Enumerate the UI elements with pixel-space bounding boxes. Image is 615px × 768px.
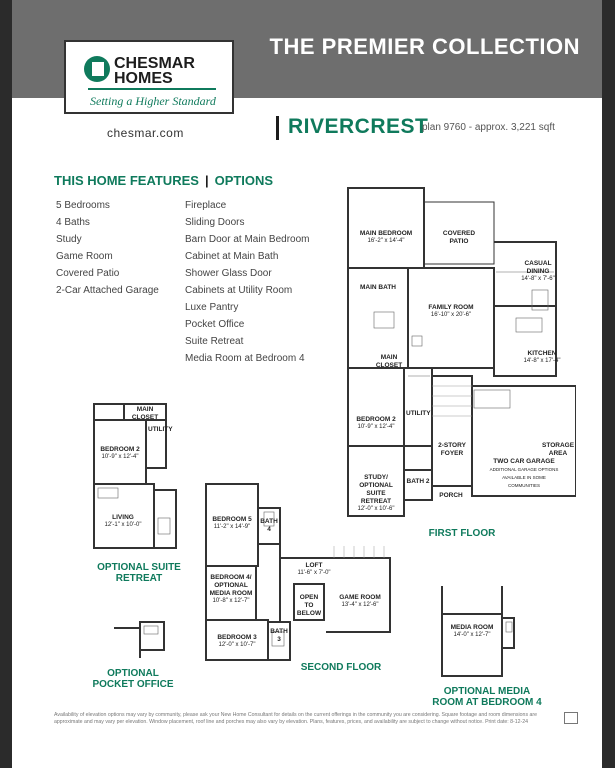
room-bath-2: BATH 2 xyxy=(406,478,430,485)
room-bath-4: BATH 4 xyxy=(260,518,278,533)
list-item: Media Room at Bedroom 4 xyxy=(185,353,305,364)
options-title: OPTIONS xyxy=(214,173,274,188)
second-floor-caption: SECOND FLOOR xyxy=(300,662,382,673)
pocket-office-plan xyxy=(112,620,172,660)
room-porch: PORCH xyxy=(439,492,463,499)
logo-divider xyxy=(88,88,216,90)
chesmar-logo[interactable] xyxy=(64,40,234,114)
logo-tagline: Setting a Higher Standard xyxy=(90,94,216,108)
room-main-bedroom: MAIN BEDROOM 16'-2" x 14'-4" xyxy=(359,230,413,244)
room-main-closet: MAIN CLOSET xyxy=(131,406,159,421)
title-divider xyxy=(276,116,279,140)
logo-name: CHESMAR HOMES xyxy=(114,55,195,87)
room-utility: UTILITY xyxy=(406,410,431,417)
list-item: 2-Car Attached Garage xyxy=(56,285,159,296)
features-list xyxy=(56,197,159,299)
room-main-bath: MAIN BATH xyxy=(360,284,396,291)
list-item: Game Room xyxy=(56,251,113,262)
disclaimer-text: Availability of elevation options may vary by community, please ask your New Home Consultant for details on the current offerings in the community you are considering. Square footage and room dimensions are approximate and may vary per elevation. Window placement, roof line and porches may also vary by elevation. Plans, features, prices, and availability are subject to change without notice. Print date: 8-12-24 xyxy=(54,712,537,725)
list-item: 5 Bedrooms xyxy=(56,200,110,211)
room-foyer: 2-STORY FOYER xyxy=(438,442,466,457)
features-heading: THIS HOME FEATURES | OPTIONS xyxy=(54,173,274,188)
list-item: Cabinets at Utility Room xyxy=(185,285,293,296)
room-open-below: OPEN TO BELOW xyxy=(296,594,322,617)
list-item: Pocket Office xyxy=(185,319,245,330)
logo-mark-icon xyxy=(84,56,110,82)
room-bedroom-2: BEDROOM 2 10'-9" x 12'-4" xyxy=(356,416,396,430)
room-bedroom-3: BEDROOM 3 12'-0" x 10'-7" xyxy=(217,634,257,648)
suite-retreat-caption: OPTIONAL SUITE RETREAT xyxy=(97,562,181,584)
media-room-plan xyxy=(440,584,520,680)
room-bedroom-2: BEDROOM 2 10'-9" x 12'-4" xyxy=(100,446,140,460)
room-kitchen: KITCHEN 14'-8" x 17'-4" xyxy=(523,350,561,364)
room-bath-3: BATH 3 xyxy=(270,628,288,643)
room-main-closet: MAIN CLOSET xyxy=(375,354,403,369)
first-floor-caption: FIRST FLOOR xyxy=(428,528,496,539)
room-garage: TWO CAR GARAGE ADDITIONAL GARAGE OPTIONS AVAILABLE IN SOME COMMUNITIES xyxy=(489,458,559,488)
room-casual-dining: CASUAL DINING 14'-8" x 7'-6" xyxy=(521,260,555,282)
collection-title: THE PREMIER COLLECTION xyxy=(269,34,580,59)
room-storage: STORAGE AREA xyxy=(542,442,575,457)
list-item: Sliding Doors xyxy=(185,217,245,228)
plan-meta: plan 9760 - approx. 3,221 sqft xyxy=(422,122,555,133)
list-item: Suite Retreat xyxy=(185,336,244,347)
plan-name: RIVERCREST xyxy=(288,115,429,138)
room-media-room: MEDIA ROOM 14'-0" x 12'-7" xyxy=(450,624,494,638)
list-item: 4 Baths xyxy=(56,217,90,228)
list-item: Shower Glass Door xyxy=(185,268,272,279)
pocket-office-drawing xyxy=(112,620,172,660)
list-item: Study xyxy=(56,234,82,245)
room-bedroom-5: BEDROOM 5 11'-2" x 14'-9" xyxy=(212,516,252,530)
pocket-office-caption: OPTIONAL POCKET OFFICE xyxy=(92,668,174,690)
room-utility: UTILITY xyxy=(148,426,173,433)
second-floor-plan xyxy=(204,482,394,662)
list-item: Barn Door at Main Bedroom xyxy=(185,234,310,245)
first-floor-plan xyxy=(346,186,576,520)
equal-housing-icon xyxy=(564,712,578,724)
list-item: Covered Patio xyxy=(56,268,120,279)
features-title: THIS HOME FEATURES xyxy=(54,173,199,188)
room-game-room: GAME ROOM 13'-4" x 12'-6" xyxy=(339,594,381,608)
room-living: LIVING 12'-1" x 10'-0" xyxy=(104,514,142,528)
room-study: STUDY/ OPTIONAL SUITE RETREAT 12'-0" x 10'-6" xyxy=(357,474,395,512)
suite-retreat-drawing xyxy=(92,402,182,552)
suite-retreat-plan xyxy=(92,402,182,552)
floor-plan-sheet xyxy=(12,0,602,768)
room-bedroom-4: BEDROOM 4/ OPTIONAL MEDIA ROOM 10'-8" x 12'-7" xyxy=(209,574,253,604)
room-loft: LOFT 11'-6" x 7'-0" xyxy=(297,562,331,576)
media-room-caption: OPTIONAL MEDIA ROOM AT BEDROOM 4 xyxy=(432,686,542,708)
options-list xyxy=(185,197,310,367)
room-covered-patio: COVERED PATIO xyxy=(442,230,476,245)
list-item: Luxe Pantry xyxy=(185,302,239,313)
list-item: Cabinet at Main Bath xyxy=(185,251,279,262)
website-link[interactable]: chesmar.com xyxy=(107,126,184,140)
list-item: Fireplace xyxy=(185,200,227,211)
room-family-room: FAMILY ROOM 16'-10" x 20'-6" xyxy=(428,304,474,318)
